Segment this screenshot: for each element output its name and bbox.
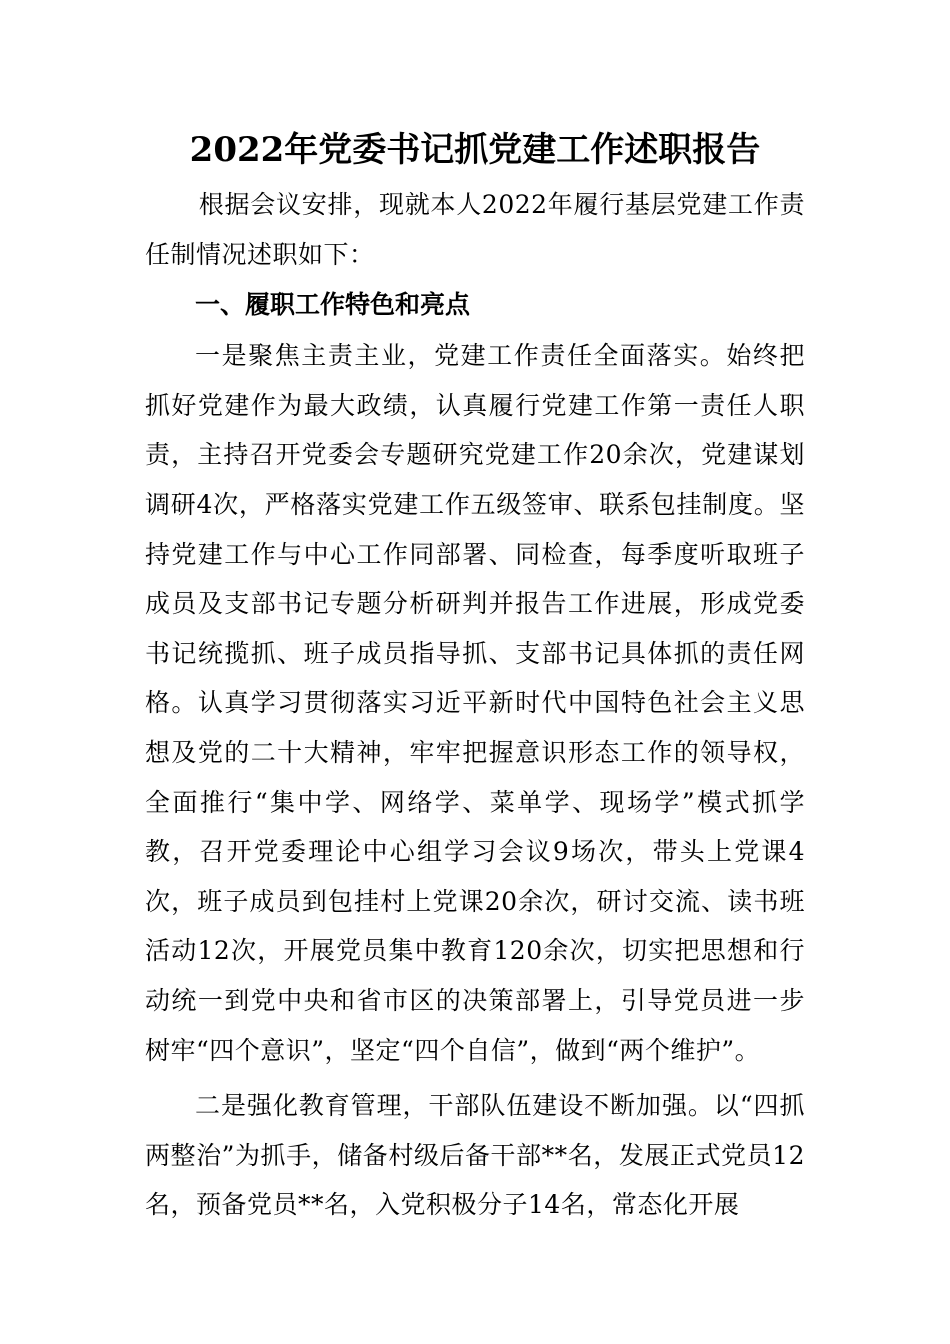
intro-paragraph: 根据会议安排，现就本人2022年履行基层党建工作责任制情况述职如下： [145, 190, 805, 269]
body-paragraph-2: 二是强化教育管理，干部队伍建设不断加强。以“四抓两整治”为抓手，储备村级后备干部**名，发展正式党员12名，预备党员**名，入党积极分子14名，常态化开展 [145, 1091, 805, 1220]
document-body [145, 180, 805, 1230]
section-heading: 一、履职工作特色和亮点 [195, 290, 471, 320]
body-paragraph-1: 一是聚焦主责主业，党建工作责任全面落实。始终把抓好党建作为最大政绩，认真履行党建工作第一责任人职责，主持召开党委会专题研究党建工作20余次，党建谋划调研4次，严格落实党建工作五级签审、联系包挂制度。坚持党建工作与中心工作同部署、同检查，每季度听取班子成员及支部书记专题分析研判并报告工作进展，形成党委书记统揽抓、班子成员指导抓、支部书记具体抓的责任网格。认真学习贯彻落实习近平新时代中国特色社会主义思想及党的二十大精神，牢牢把握意识形态工作的领导权，全面推行“集中学、网络学、菜单学、现场学”模式抓学教，召开党委理论中心组学习会议9场次，带头上党课4次，班子成员到包挂村上党课20余次，研讨交流、读书班活动12次，开展党员集中教育120余次，切实把思想和行动统一到党中央和省市区的决策部署上，引导党员进一步树牢“四个意识”，坚定“四个自信”，做到“两个维护”。 [145, 341, 805, 1065]
document-title: 2022年党委书记抓党建工作述职报告 [189, 130, 761, 170]
